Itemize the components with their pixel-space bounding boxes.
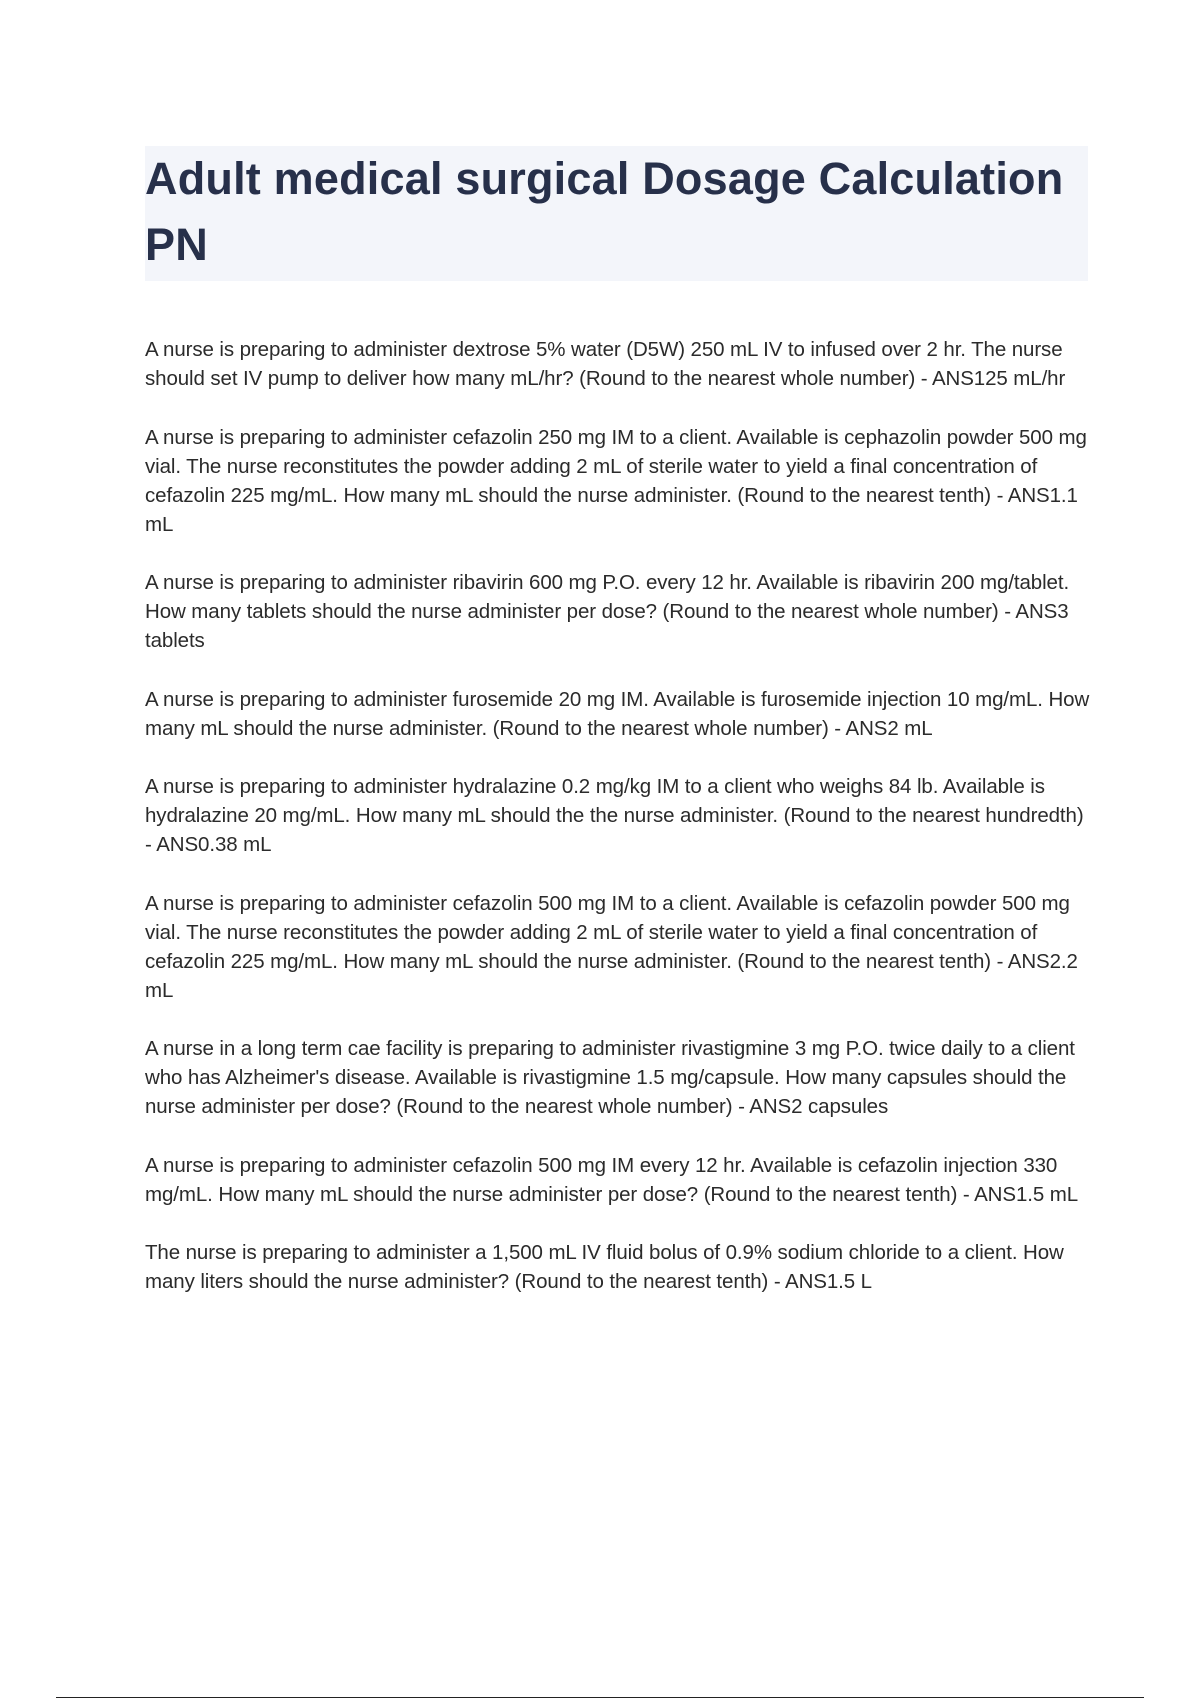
qa-item: A nurse in a long term cae facility is preparing to administer rivastigmine 3 mg P.O. twice daily to a client who has Alzheimer's disease. Available is rivastigmine 1.5 mg/capsule. How many capsules should the nurse administer per dose? (Round to the nearest whole number) - ANS2 capsules	[145, 1037, 1075, 1118]
qa-item: A nurse is preparing to administer cefazolin 250 mg IM to a client. Available is cephazolin powder 500 mg vial. The nurse reconstitutes the powder adding 2 mL of sterile water to yield a final concentration of cefazolin 225 mg/mL. How many mL should the nurse administer. (Round to the nearest tenth) - ANS1.1 mL	[145, 425, 1087, 536]
question-answer-list	[145, 335, 1095, 1326]
title-block	[145, 146, 1088, 281]
qa-item: A nurse is preparing to administer cefazolin 500 mg IM every 12 hr. Available is cefazolin injection 330 mg/mL. How many mL should the nurse administer per dose? (Round to the nearest tenth) - ANS1.5 mL	[145, 1153, 1079, 1206]
qa-item: A nurse is preparing to administer cefazolin 500 mg IM to a client. Available is cefazolin powder 500 mg vial. The nurse reconstitutes the powder adding 2 mL of sterile water to yield a final concentration of cefazolin 225 mg/mL. How many mL should the nurse administer. (Round to the nearest tenth) - ANS2.2 mL	[145, 891, 1078, 1002]
qa-item: The nurse is preparing to administer a 1,500 mL IV fluid bolus of 0.9% sodium chloride to a client. How many liters should the nurse administer? (Round to the nearest tenth) - ANS1.5 L	[145, 1241, 1064, 1293]
qa-item: A nurse is preparing to administer ribavirin 600 mg P.O. every 12 hr. Available is ribavirin 200 mg/tablet. How many tablets should the nurse administer per dose? (Round to the nearest whole number) - ANS3 tablets	[145, 571, 1070, 652]
qa-item: A nurse is preparing to administer furosemide 20 mg IM. Available is furosemide injection 10 mg/mL. How many mL should the nurse administer. (Round to the nearest whole number) - ANS2 mL	[145, 687, 1090, 740]
footer-divider	[56, 1697, 1144, 1698]
qa-item: A nurse is preparing to administer dextrose 5% water (D5W) 250 mL IV to infused over 2 hr. The nurse should set IV pump to deliver how many mL/hr? (Round to the nearest whole number) - ANS125 mL/hr	[145, 338, 1066, 390]
document-title: Adult medical surgical Dosage Calculation PN	[145, 153, 1064, 270]
qa-item: A nurse is preparing to administer hydralazine 0.2 mg/kg IM to a client who weighs 84 lb. Available is hydralazine 20 mg/mL. How many mL should the the nurse administer. (Round to the nearest hundredth) - ANS0.38 mL	[145, 775, 1084, 856]
